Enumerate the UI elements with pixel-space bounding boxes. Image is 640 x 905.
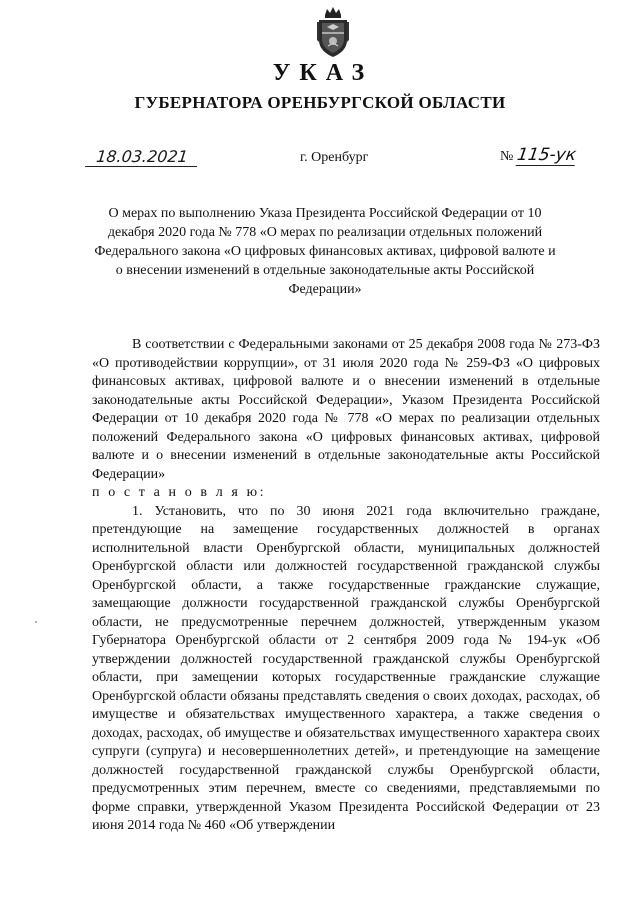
decree-date: 18.03.2021 [85, 148, 199, 167]
number-value: 115-ук [516, 145, 578, 165]
decree-number [500, 146, 576, 166]
decree-heading: О мерах по выполнению Указа Президента Российской Федерации от 10 декабря 2020 года № 778 «О мерах по реализации отдельных положений Федерального закона «О цифровых финансовых активах, цифровой валюте и о внесении изменений в отдельные законодательные акты Российской Федерации» [94, 206, 556, 297]
item-1-paragraph: 1. Установить, что по 30 июня 2021 года включительно граждане, претендующие на замещение государственных должностей в органах исполнительной власти Оренбургской области, муниципальных должностей Оренбургской области или должностей государственной гражданской службы Оренбургской области, а также государственные гражданские служащие, замещающие должности государственной гражданской службы Оренбургской области, не предусмотренные перечнем должностей, утвержденным указом Губернатора Оренбургской области от 2 сентября 2009 года № 194-ук «Об утверждении должностей государственной гражданской службы Оренбургской области, при замещении которых государственные гражданские служащие Оренбургской области обязаны представлять сведения о своих доходах, расходах, об имуществе и обязательствах имущественного характера, а также сведения о доходах, расходах, об имуществе и обязательствах имущественного характера своих супруги (супруга) и несовершеннолетних детей», и претендующие на замещение должностей государственной гражданской службы Оренбургской области, предусмотренных этим перечнем, вместе со сведениями, представляемыми по форме справки, утвержденной Указом Президента Российской Федерации от 23 июня 2014 года № 460 «Об утверждении [92, 503, 600, 833]
number-prefix: № [500, 149, 514, 164]
decree-city: г. Оренбург [300, 150, 369, 165]
orenburg-coat-of-arms-icon [313, 6, 353, 58]
decree-body [92, 336, 600, 836]
scan-speck [35, 621, 37, 623]
preamble-paragraph: В соответствии с Федеральными законами от 25 декабря 2008 года № 273-ФЗ «О противодействии коррупции», от 31 июля 2020 года № 259-ФЗ «О цифровых финансовых активах, цифровой валюте и о внесении изменений в отдельные законодательные акты Российской Федерации», Указом Президента Российской Федерации от 10 декабря 2020 года № 778 «О мерах по реализации отдельных положений Федерального закона «О цифровых финансовых активах, цифровой валюте и о внесении изменений в отдельные законодательные акты Российской Федерации» [92, 337, 600, 482]
document-subtitle: ГУБЕРНАТОРА ОРЕНБУРГСКОЙ ОБЛАСТИ [134, 93, 506, 112]
document-title: УКАЗ [272, 60, 374, 86]
decree-word: п о с т а н о в л я ю: [92, 485, 267, 500]
